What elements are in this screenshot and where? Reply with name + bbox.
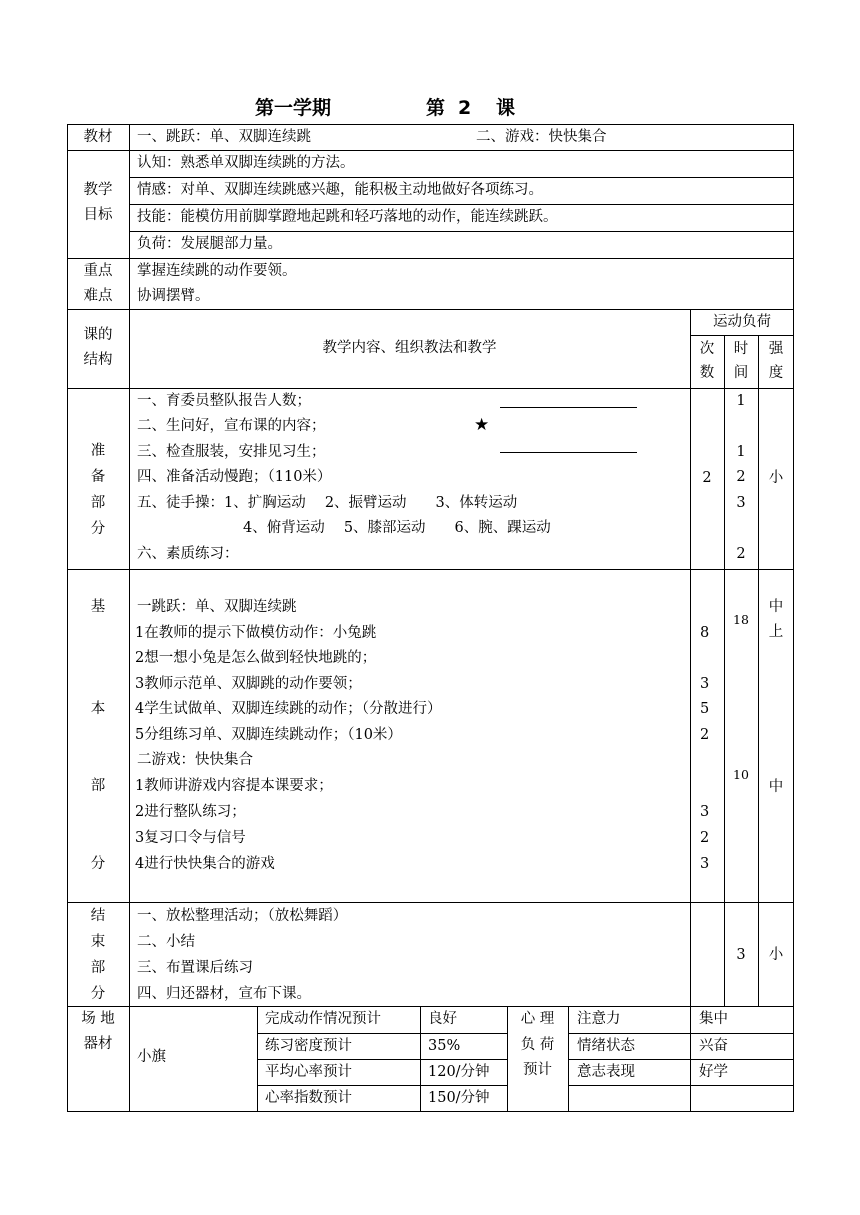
header-count-1: 次 (699, 341, 715, 357)
prep-count: 2 (702, 470, 712, 486)
basic-count-4: 2 (700, 727, 710, 743)
psych-label-1: 心 理 (520, 1011, 555, 1027)
prep-time-4: 3 (736, 495, 746, 511)
grid-line (724, 335, 725, 1006)
basic-count-3: 5 (700, 701, 710, 717)
jiben-label-1: 基 (90, 599, 106, 615)
prep-line-3: 三、检查服装，安排见习生； (137, 444, 326, 460)
basic-line-8: 1教师讲游戏内容提本课要求； (135, 778, 333, 794)
grid-line (67, 569, 794, 570)
site-label-1: 场 地 (81, 1011, 115, 1027)
jieshu-label-4: 分 (90, 986, 106, 1002)
prep-line-2: 二、生问好，宣布课的内容； (137, 418, 326, 434)
psych-row-value-1: 集中 (699, 1011, 728, 1027)
grid-line (67, 309, 794, 310)
lesson-number: 2 (458, 97, 472, 119)
forecast-value-2: 35% (428, 1038, 461, 1054)
basic-line-7: 二游戏：快快集合 (137, 752, 253, 768)
header-time-2: 间 (733, 365, 749, 381)
forecast-value-4: 150/分钟 (428, 1090, 490, 1106)
jieshu-label-1: 结 (90, 908, 106, 924)
lesson-ke: 课 (496, 97, 516, 119)
difficult-point: 协调摆臂。 (137, 288, 210, 304)
psych-label-3: 预计 (523, 1062, 552, 1078)
zhongdian-label-2: 难点 (83, 288, 113, 304)
basic-line-4: 3教师示范单、双脚跳的动作要领； (135, 676, 362, 692)
forecast-label-2: 练习密度预计 (265, 1038, 352, 1054)
grid-line (690, 1006, 691, 1112)
equipment-value: 小旗 (137, 1049, 166, 1065)
prep-time-1: 1 (736, 393, 746, 409)
basic-count-6: 2 (700, 830, 710, 846)
forecast-value-1: 良好 (428, 1011, 457, 1027)
header-intensity-1: 强 (768, 341, 784, 357)
header-intensity-2: 度 (768, 365, 784, 381)
basic-line-2: 1在教师的提示下做模仿动作：小兔跳 (135, 625, 377, 641)
grid-line (568, 1085, 794, 1086)
basic-line-5: 4学生试做单、双脚连续跳的动作；（分散进行） (135, 701, 442, 717)
blank-line (500, 407, 637, 408)
grid-line (758, 335, 759, 1006)
basic-intensity-2: 上 (768, 624, 784, 640)
jiaocai-label: 教材 (83, 129, 113, 145)
zhongdian-label-1: 重点 (83, 263, 113, 279)
jiben-label-2: 本 (90, 701, 106, 717)
blank-line (500, 452, 637, 453)
star-icon: ★ (474, 415, 490, 435)
basic-line-9: 2进行整队练习； (135, 804, 246, 820)
grid-line (690, 309, 691, 1006)
grid-line (257, 1006, 258, 1112)
jiben-label-3: 部 (90, 778, 106, 794)
end-line-1: 一、放松整理活动；（放松舞蹈） (137, 908, 348, 924)
jieshu-label-3: 部 (90, 960, 106, 976)
prep-time-5: 2 (736, 546, 746, 562)
basic-time-2: 10 (733, 767, 749, 782)
jiben-label-4: 分 (90, 856, 106, 872)
end-line-4: 四、归还器材，宣布下课。 (137, 986, 311, 1002)
basic-line-3: 2想一想小兔是怎么做到轻快地跳的； (135, 650, 377, 666)
prep-line-1: 一、育委员整队报告人数； (137, 393, 311, 409)
basic-time-1: 18 (733, 612, 749, 627)
jiaocai-item-1: 一、跳跃：单、双脚连续跳 (137, 129, 311, 145)
jieshu-label-2: 束 (90, 934, 106, 950)
basic-count-1: 8 (700, 625, 710, 641)
objective-cognition: 认知：熟悉单双脚连续跳的方法。 (137, 155, 355, 171)
psych-row-value-2: 兴奋 (699, 1038, 728, 1054)
basic-count-2: 3 (700, 676, 710, 692)
site-label-2: 器材 (83, 1036, 113, 1052)
basic-intensity-3: 中 (768, 779, 784, 795)
prep-line-4: 四、准备活动慢跑；（110米） (137, 469, 332, 485)
prep-line-6: 4、俯背运动 5、膝部运动 6、腕、踝运动 (243, 520, 551, 536)
header-content: 教学内容、组织教法和教学 (322, 340, 497, 356)
semester-title: 第一学期 (255, 97, 332, 119)
objective-load: 负荷：发展腿部力量。 (137, 236, 282, 252)
grid-line (67, 902, 794, 903)
prep-time-3: 2 (736, 469, 746, 485)
objective-skill: 技能：能模仿用前脚掌蹬地起跳和轻巧落地的动作，能连续跳跃。 (137, 209, 558, 225)
prep-time-2: 1 (736, 444, 746, 460)
end-time: 3 (736, 947, 746, 963)
basic-line-1: 一跳跃：单、双脚连续跳 (137, 599, 297, 615)
prep-line-7: 六、素质练习： (137, 546, 239, 562)
zhunbei-label-1: 准 (90, 443, 106, 459)
prep-line-5: 五、徒手操：1、扩胸运动 2、振臂运动 3、体转运动 (137, 495, 518, 511)
forecast-label-3: 平均心率预计 (265, 1064, 352, 1080)
header-time-1: 时 (733, 341, 749, 357)
grid-line (67, 1111, 794, 1112)
psych-row-label-2: 情绪状态 (577, 1038, 635, 1054)
zhunbei-label-4: 分 (90, 521, 106, 537)
psych-row-label-1: 注意力 (577, 1011, 621, 1027)
forecast-value-3: 120/分钟 (428, 1064, 490, 1080)
basic-count-5: 3 (700, 804, 710, 820)
header-structure-1: 课的 (83, 327, 113, 343)
objective-emotion: 情感：对单、双脚连续跳感兴趣，能积极主动地做好各项练习。 (137, 182, 543, 198)
mubiao-label-1: 教学 (83, 182, 113, 198)
header-structure-2: 结构 (83, 352, 113, 368)
basic-line-6: 5分组练习单、双脚连续跳动作；（10米） (135, 727, 402, 743)
lesson-di: 第 (426, 97, 446, 119)
header-count-2: 数 (699, 365, 715, 381)
zhunbei-label-3: 部 (90, 495, 106, 511)
header-load: 运动负荷 (713, 314, 771, 330)
grid-line (129, 124, 130, 1112)
forecast-label-4: 心率指数预计 (265, 1090, 352, 1106)
basic-intensity-1: 中 (768, 599, 784, 615)
psych-row-value-3: 好学 (699, 1064, 728, 1080)
jiaocai-item-2: 二、游戏：快快集合 (476, 129, 607, 145)
mubiao-label-2: 目标 (83, 207, 113, 223)
psych-row-label-3: 意志表现 (577, 1064, 635, 1080)
grid-line (690, 335, 794, 336)
prep-intensity: 小 (768, 470, 784, 486)
basic-line-10: 3复习口令与信号 (135, 830, 246, 846)
forecast-label-1: 完成动作情况预计 (265, 1011, 381, 1027)
page-title (0, 95, 860, 121)
basic-count-7: 3 (700, 856, 710, 872)
grid-line (568, 1006, 569, 1112)
zhunbei-label-2: 备 (90, 469, 106, 485)
end-line-2: 二、小结 (137, 934, 195, 950)
psych-label-2: 负 荷 (520, 1037, 555, 1053)
basic-line-11: 4进行快快集合的游戏 (135, 856, 275, 872)
grid-line (420, 1006, 421, 1112)
end-intensity: 小 (768, 947, 784, 963)
end-line-3: 三、布置课后练习 (137, 960, 253, 976)
key-point: 掌握连续跳的动作要领。 (137, 263, 297, 279)
